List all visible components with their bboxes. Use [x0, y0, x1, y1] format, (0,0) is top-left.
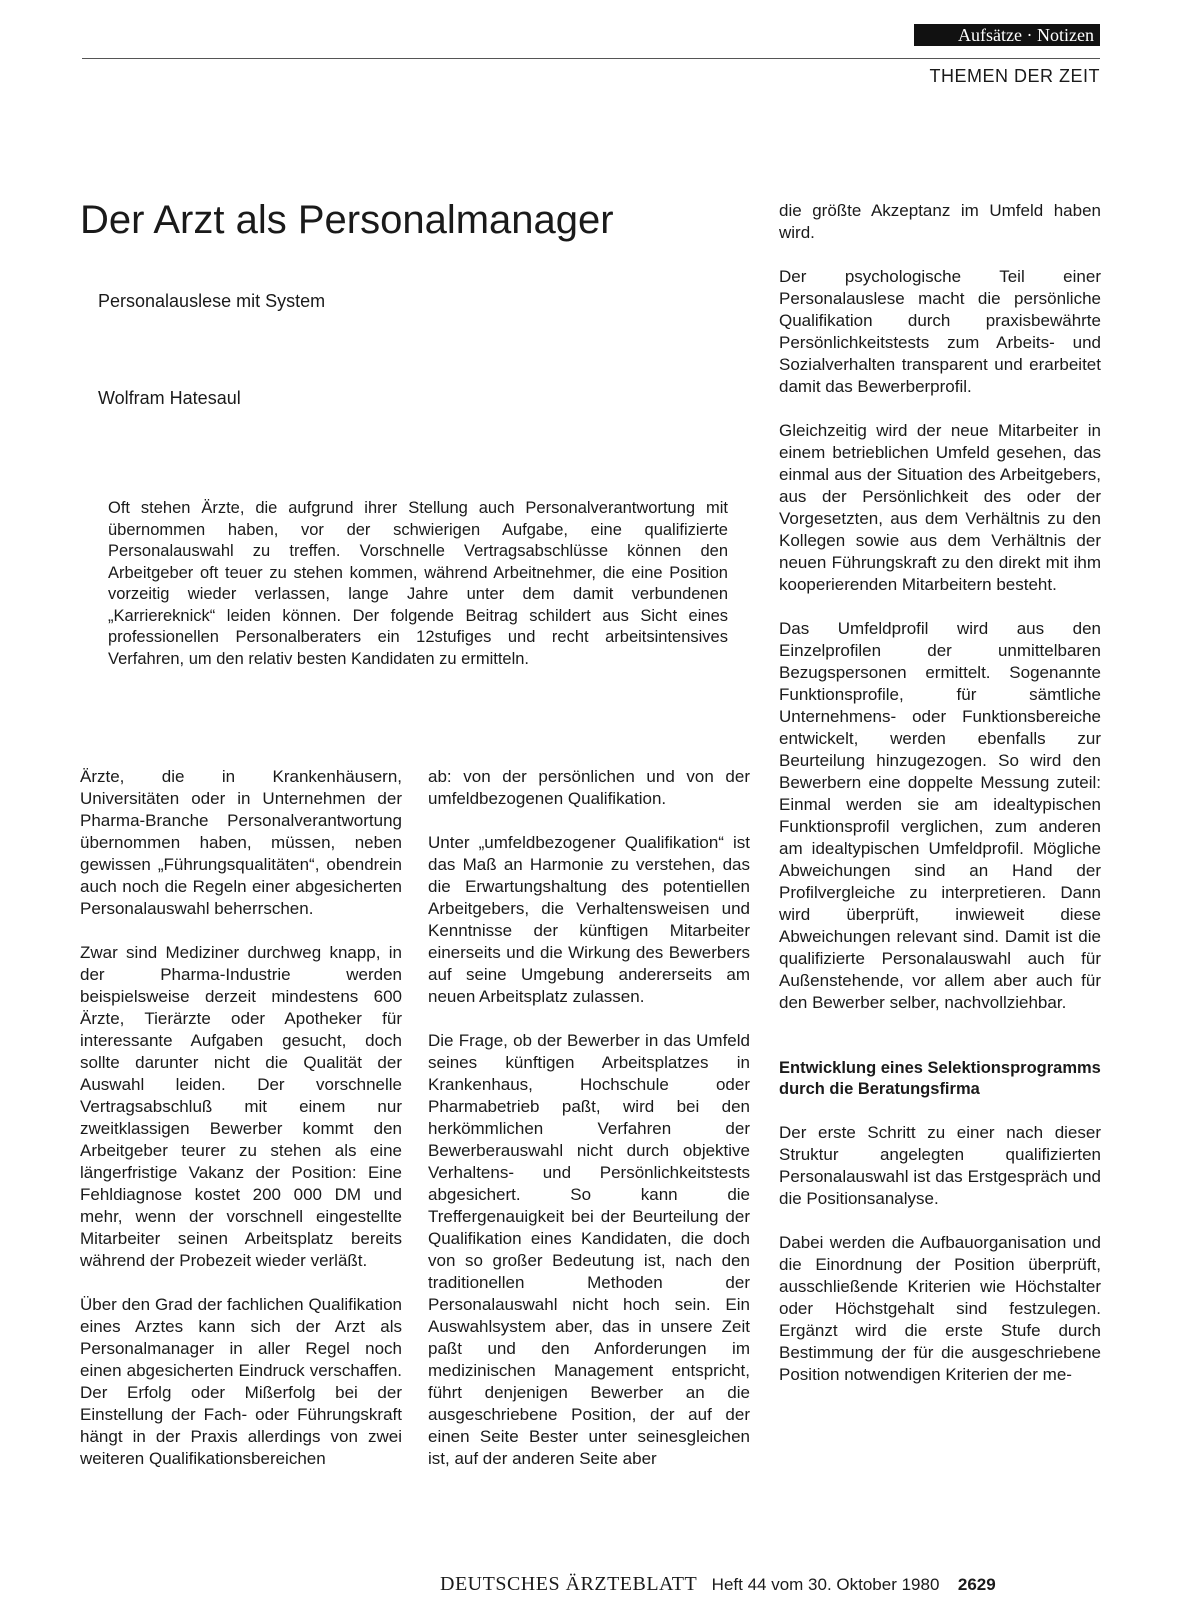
- article-lead: Oft stehen Ärzte, die aufgrund ihrer Stellung auch Personalverantwortung mit übernommen haben, vor der schwierigen Aufgabe, eine qualifizierte Personalauswahl zu treffen. Vorschnelle Vertragsabschlüsse können den Arbeitgeber oft teuer zu stehen kommen, während Arbeitnehmer, die eine Position vorzeitig wieder verlassen, lange Jahre unter dem damit verbundenen „Karriereknick“ leiden können. Der folgende Beitrag schildert aus Sicht eines professionellen Personalberaters ein 12stufiges und recht arbeitsintensives Verfahren, um den relativ besten Kandidaten zu ermitteln.: [108, 499, 728, 668]
- paragraph: Über den Grad der fachlichen Qualifikation eines Arztes kann sich der Arzt als Personalmanager in aller Regel noch einen abgesicherten Eindruck verschaffen. Der Erfolg oder Mißerfolg bei der Einstellung der Fach- oder Führungskraft hängt in der Praxis allerdings von zwei weiteren Qualifikationsbereichen: [80, 1295, 402, 1468]
- paragraph: Der erste Schritt zu einer nach dieser Struktur angelegten qualifizierten Personalauswahl ist das Erstgespräch und die Positionsanalyse.: [779, 1123, 1101, 1208]
- paragraph: Gleichzeitig wird der neue Mitarbeiter in einem betrieblichen Umfeld gesehen, das einmal aus der Situation des Arbeitgebers, aus der Persönlichkeit des oder der Vorgesetzten, aus dem Verhältnis zu den Kollegen sowie aus dem Verhältnis der neuen Führungskraft zu den direkt mit ihm kooperierenden Mitarbeitern besteht.: [779, 421, 1101, 594]
- page-number: 2629: [957, 1575, 996, 1594]
- paragraph: Der psychologische Teil einer Personalauslese macht die persönliche Qualifikation durch praxisbewährte Persönlichkeitstests zum Arbeits- und Sozialverhalten transparent und erarbeitet damit das Bewerberprofil.: [779, 267, 1101, 396]
- paragraph: die größte Akzeptanz im Umfeld haben wird.: [779, 201, 1101, 242]
- header-rule: [82, 58, 1100, 59]
- paragraph: Unter „umfeldbezogener Qualifikation“ ist das Maß an Harmonie zu verstehen, das die Erwartungshaltung des potentiellen Arbeitgebers, die Verhaltensweisen und Kenntnisse der künftigen Mitarbeiter einerseits und die Wirkung des Bewerbers auf seine Umgebung andererseits am neuen Arbeitsplatz zulassen.: [428, 833, 750, 1006]
- paragraph: Die Frage, ob der Bewerber in das Umfeld seines künftigen Arbeitsplatzes in Krankenhaus, Hochschule oder Pharmabetrieb paßt, wird bei den herkömmlichen Verfahren der Bewerberauswahl nicht durch objektive Verhaltens- und Persönlichkeitstests abgesichert. So kann die Treffergenauigkeit bei der Beurteilung der Qualifikation eines Kandidaten, die doch von so großer Bedeutung ist, nach den traditionellen Methoden der Personalauswahl nicht hoch sein. Ein Auswahlsystem aber, das in unsere Zeit paßt und den Anforderungen im medizinischen Management entspricht, führt denjenigen Bewerber an die ausgeschriebene Position, der auf der einen Seite Bester unter seinesgleichen ist, auf der anderen Seite aber: [428, 1031, 750, 1468]
- issue-info: Heft 44 vom 30. Oktober 1980: [711, 1575, 940, 1594]
- paragraph: Das Umfeldprofil wird aus den Einzelprofilen der unmittelbaren Bezugspersonen ermittelt. Sogenannte Funktionsprofile, für sämtliche Unternehmens- oder Funktionsbereiche entwickelt, werden ebenfalls zur Beurteilung hinzugezogen. So wird den Bewerbern eine doppelte Messung zuteil: Einmal werden sie am idealtypischen Funktionsprofil verglichen, zum anderen am idealtypischen Umfeldprofil. Mögliche Abweichungen sind an Hand der Profilvergleiche zu interpretieren. Dann wird überprüft, inwieweit diese Abweichungen relevant sind. Damit ist die qualifizierte Personalauswahl auch für Außenstehende, vor allem aber auch für den Bewerber selber, nachvollziehbar.: [779, 619, 1101, 1012]
- article-author: Wolfram Hatesaul: [98, 388, 241, 408]
- text-column-1: [80, 766, 402, 1492]
- paragraph: Dabei werden die Aufbauorganisation und die Einordnung der Position überprüft, ausschließende Kriterien wie Höchstalter oder Höchstgehalt sind festzulegen. Ergänzt wird die erste Stufe durch Bestimmung der für die ausgeschriebene Position notwendigen Kriterien der me-: [779, 1233, 1101, 1384]
- section-heading: THEMEN DER ZEIT: [929, 66, 1100, 86]
- page-footer: [440, 1573, 1100, 1596]
- subheading: Entwicklung eines Selektionsprogramms durch die Beratungsfirma: [779, 1059, 1101, 1098]
- paragraph: Ärzte, die in Krankenhäusern, Universitäten oder in Unternehmen der Pharma-Branche Personalverantwortung übernommen haben, müssen, neben gewissen „Führungsqualitäten“, obendrein auch noch die Regeln einer abgesicherten Personalauswahl beherrschen.: [80, 767, 402, 918]
- paragraph: Zwar sind Mediziner durchweg knapp, in der Pharma-Industrie werden beispielsweise derzeit mindestens 600 Ärzte, Tierärzte oder Apotheker für interessante Aufgaben gesucht, doch sollte darunter nicht die Qualität der Auswahl leiden. Der vorschnelle Vertragsabschluß mit einem nur zweitklassigen Bewerber kommt den Arbeitgeber teurer zu stehen als eine längerfristige Vakanz der Position: Eine Fehldiagnose kostet 200 000 DM und mehr, wenn der vorschnell eingestellte Mitarbeiter seinen Arbeitsplatz bereits während der Probezeit wieder verläßt.: [80, 943, 402, 1270]
- text-column-3: [779, 200, 1101, 1408]
- text-column-2: [428, 766, 750, 1492]
- article-title: Der Arzt als Personalmanager: [80, 198, 614, 242]
- section-badge: Aufsätze · Notizen: [914, 24, 1100, 46]
- journal-name: DEUTSCHES ÄRZTEBLATT: [440, 1573, 698, 1595]
- paragraph: ab: von der persönlichen und von der umfeldbezogenen Qualifikation.: [428, 767, 750, 808]
- article-subtitle: Personalauslese mit System: [98, 291, 326, 311]
